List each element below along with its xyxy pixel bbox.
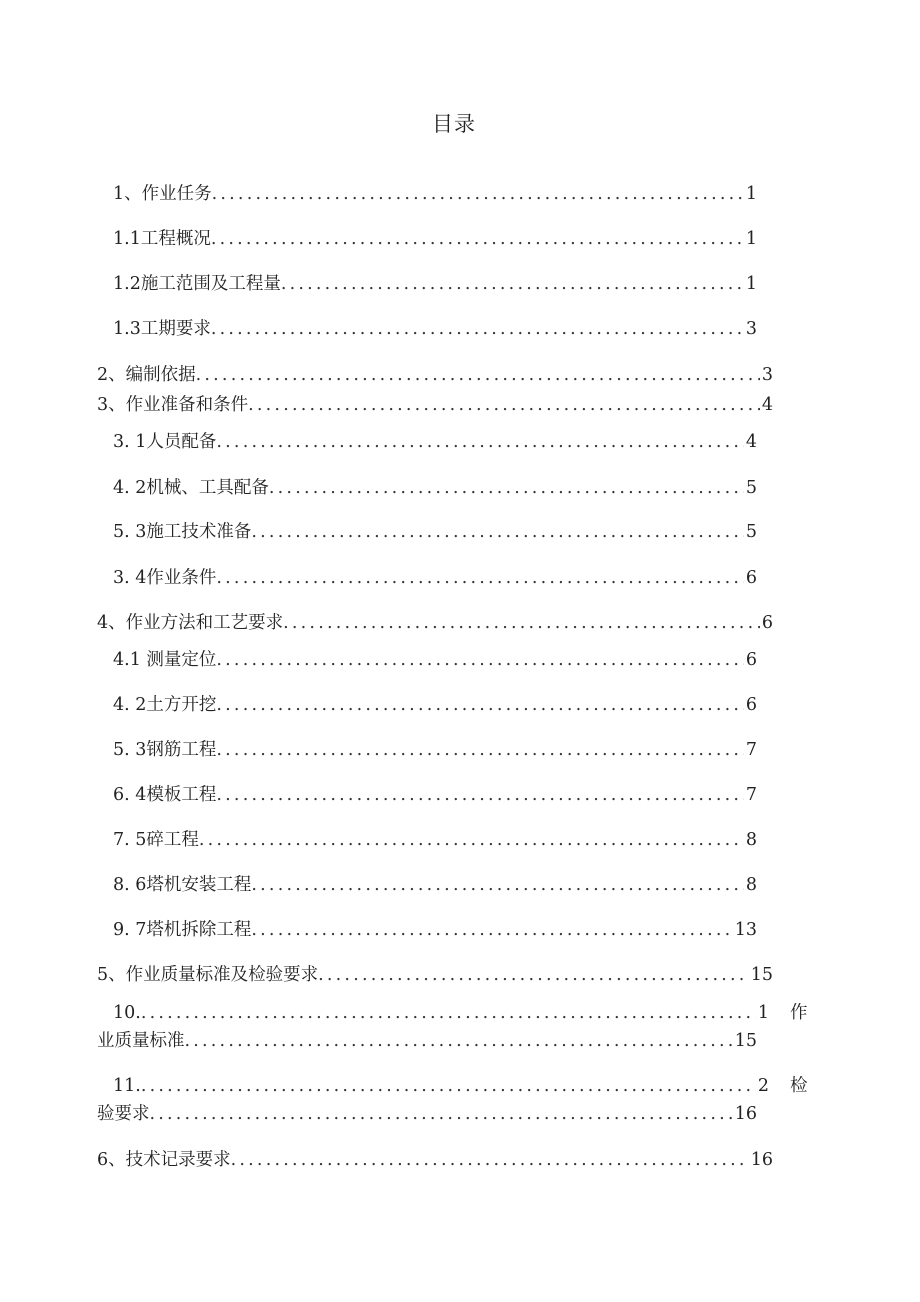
toc-entry-page: 4 bbox=[761, 395, 773, 415]
toc-entry[interactable] bbox=[113, 1073, 769, 1099]
toc-entry-page: 13 bbox=[734, 920, 757, 940]
toc-entry-page: 8 bbox=[745, 830, 757, 850]
toc-entry[interactable] bbox=[113, 737, 757, 763]
toc-leader-dots bbox=[251, 519, 743, 545]
toc-entry-page: 16 bbox=[750, 1150, 773, 1170]
toc-entry-label: 3. 4作业条件 bbox=[113, 568, 217, 588]
toc-entry-label: 1、作业任务 bbox=[113, 184, 212, 204]
toc-entry[interactable] bbox=[97, 362, 773, 388]
toc-entry-label: 1.3工期要求 bbox=[113, 319, 211, 339]
toc-title: 目录 bbox=[432, 112, 476, 136]
toc-leader-dots bbox=[216, 692, 743, 718]
toc-entry-page: 6 bbox=[745, 568, 757, 588]
toc-entry-label: 8. 6塔机安装工程 bbox=[113, 875, 252, 895]
toc-entry[interactable] bbox=[113, 226, 757, 252]
toc-entry-page: 3 bbox=[745, 319, 757, 339]
toc-entry[interactable] bbox=[113, 1000, 769, 1026]
toc-entry[interactable] bbox=[113, 316, 757, 342]
toc-entry-wrap-text: 检 bbox=[790, 1076, 808, 1096]
toc-leader-dots bbox=[211, 316, 744, 342]
toc-entry-label: 4.1 测量定位 bbox=[113, 650, 217, 670]
toc-entry-label: 5. 3施工技术准备 bbox=[113, 522, 252, 542]
toc-entry[interactable] bbox=[113, 917, 757, 943]
toc-entry[interactable] bbox=[113, 872, 757, 898]
toc-leader-dots bbox=[199, 827, 744, 853]
toc-leader-dots bbox=[216, 429, 743, 455]
toc-entry-wrap-text: 作 bbox=[790, 1003, 808, 1023]
toc-entry-page: 2 bbox=[757, 1076, 769, 1096]
toc-entry-label: 5、作业质量标准及检验要求 bbox=[97, 965, 319, 985]
toc-entry-page: 15 bbox=[734, 1031, 757, 1051]
toc-leader-dots bbox=[211, 226, 744, 252]
toc-entry-page: 6 bbox=[761, 613, 773, 633]
toc-entry[interactable] bbox=[113, 647, 757, 673]
toc-leader-dots bbox=[251, 917, 732, 943]
toc-leader-dots bbox=[248, 392, 760, 418]
toc-leader-dots bbox=[196, 362, 760, 388]
toc-entry-label: 9. 7塔机拆除工程 bbox=[113, 920, 252, 940]
toc-entry-label: 10. bbox=[113, 1003, 141, 1023]
toc-entry[interactable] bbox=[113, 565, 757, 591]
toc-entry-label: 11. bbox=[113, 1076, 141, 1096]
toc-leader-dots bbox=[281, 271, 744, 297]
toc-entry[interactable] bbox=[113, 429, 757, 455]
toc-entry[interactable] bbox=[97, 392, 773, 418]
toc-entry[interactable] bbox=[113, 475, 757, 501]
toc-entry[interactable] bbox=[113, 692, 757, 718]
toc-leader-dots bbox=[141, 1073, 756, 1099]
toc-entry-label: 3. 1人员配备 bbox=[113, 432, 217, 452]
toc-leader-dots bbox=[150, 1101, 733, 1127]
toc-leader-dots bbox=[216, 565, 743, 591]
toc-entry-label: 6. 4模板工程 bbox=[113, 785, 217, 805]
toc-entry[interactable] bbox=[97, 1028, 757, 1054]
toc-leader-dots bbox=[318, 962, 749, 988]
toc-entry[interactable] bbox=[113, 271, 757, 297]
toc-entry-page: 5 bbox=[745, 522, 757, 542]
toc-entry-page: 1 bbox=[745, 184, 757, 204]
toc-entry-page: 7 bbox=[745, 785, 757, 805]
toc-entry-label: 6、技术记录要求 bbox=[97, 1150, 231, 1170]
toc-leader-dots bbox=[216, 782, 743, 808]
toc-entry-page: 8 bbox=[745, 875, 757, 895]
toc-entry-page: 5 bbox=[745, 478, 757, 498]
toc-entry-label: 4. 2土方开挖 bbox=[113, 695, 217, 715]
toc-entry[interactable] bbox=[113, 519, 757, 545]
toc-leader-dots bbox=[283, 610, 760, 636]
toc-leader-dots bbox=[251, 872, 743, 898]
toc-entry-page: 15 bbox=[750, 965, 773, 985]
toc-entry[interactable] bbox=[113, 181, 757, 207]
toc-entry-label: 2、编制依据 bbox=[97, 365, 196, 385]
toc-entry[interactable] bbox=[97, 610, 773, 636]
toc-entry-page: 6 bbox=[745, 650, 757, 670]
toc-entry[interactable] bbox=[97, 1101, 757, 1127]
toc-entry-label: 验要求 bbox=[97, 1104, 150, 1124]
toc-entry[interactable] bbox=[113, 782, 757, 808]
toc-entry-page: 3 bbox=[761, 365, 773, 385]
toc-leader-dots bbox=[216, 647, 743, 673]
toc-entry-label: 4、作业方法和工艺要求 bbox=[97, 613, 284, 633]
toc-entry-page: 1 bbox=[745, 274, 757, 294]
toc-entry-label: 1.2施工范围及工程量 bbox=[113, 274, 281, 294]
toc-entry-label: 4. 2机械、工具配备 bbox=[113, 478, 269, 498]
toc-leader-dots bbox=[231, 1147, 749, 1173]
toc-entry-label: 7. 5碎工程 bbox=[113, 830, 199, 850]
toc-leader-dots bbox=[269, 475, 744, 501]
toc-leader-dots bbox=[216, 737, 743, 763]
toc-entry-label: 1.1工程概况 bbox=[113, 229, 211, 249]
toc-leader-dots bbox=[185, 1028, 733, 1054]
toc-entry-label: 3、作业准备和条件 bbox=[97, 395, 249, 415]
toc-leader-dots bbox=[212, 181, 744, 207]
toc-entry-page: 16 bbox=[734, 1104, 757, 1124]
toc-entry-label: 业质量标准 bbox=[97, 1031, 185, 1051]
toc-entry[interactable] bbox=[113, 827, 757, 853]
toc-entry[interactable] bbox=[97, 962, 773, 988]
toc-entry-page: 1 bbox=[745, 229, 757, 249]
toc-leader-dots bbox=[141, 1000, 756, 1026]
toc-entry-label: 5. 3钢筋工程 bbox=[113, 740, 217, 760]
toc-entry-page: 7 bbox=[745, 740, 757, 760]
toc-entry[interactable] bbox=[97, 1147, 773, 1173]
toc-entry-page: 6 bbox=[745, 695, 757, 715]
toc-entry-page: 4 bbox=[745, 432, 757, 452]
toc-entry-page: 1 bbox=[757, 1003, 769, 1023]
